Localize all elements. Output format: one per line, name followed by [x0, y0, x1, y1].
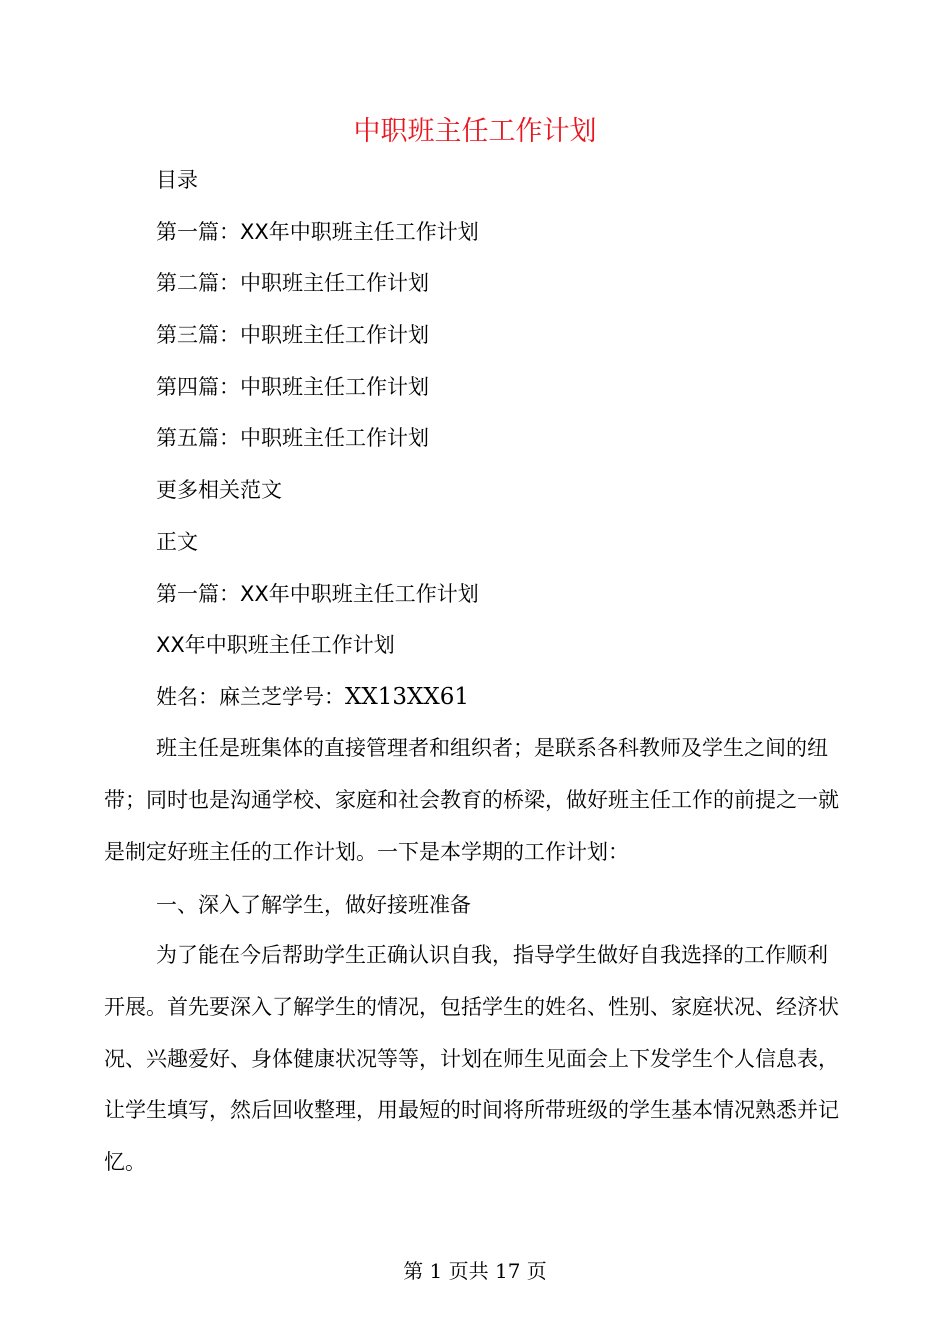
toc-item-3: 第三篇：中职班主任工作计划: [156, 323, 429, 347]
toc-item-1: 第一篇：XX年中职班主任工作计划: [156, 220, 479, 244]
toc-item-4: 第四篇：中职班主任工作计划: [156, 375, 429, 399]
toc-item-5: 第五篇：中职班主任工作计划: [156, 426, 429, 450]
student-label: 姓名：麻兰芝学号：: [156, 685, 345, 709]
chapter-title: 第一篇：XX年中职班主任工作计划: [156, 582, 479, 606]
page-footer: 第 1 页共 17 页: [403, 1259, 547, 1283]
toc-item-more: 更多相关范文: [156, 478, 282, 502]
paragraph-intro: 班主任是班集体的直接管理者和组织者；是联系各科教师及学生之间的纽带；同时也是沟通学校、家庭和社会教育的桥梁，做好班主任工作的前提之一就是制定好班主任的工作计划。一下是本学期的工作计划：: [104, 736, 839, 864]
body-heading: 正文: [156, 530, 198, 554]
toc-item-2: 第二篇：中职班主任工作计划: [156, 271, 429, 295]
toc-heading: 目录: [156, 168, 198, 192]
chapter-subtitle: XX年中职班主任工作计划: [156, 633, 395, 657]
student-id: XX13XX61: [345, 684, 470, 710]
paragraph-section-1: 为了能在今后帮助学生正确认识自我，指导学生做好自我选择的工作顺利开展。首先要深入了解学生的情况，包括学生的姓名、性别、家庭状况、经济状况、兴趣爱好、身体健康状况等等，计划在师生见面会上下发学生个人信息表，让学生填写，然后回收整理，用最短的时间将所带班级的学生基本情况熟悉并记忆。: [104, 943, 839, 1175]
section-1-heading: 一、深入了解学生，做好接班准备: [156, 893, 471, 917]
student-info: [156, 682, 469, 712]
document-title: 中职班主任工作计划: [353, 116, 597, 147]
